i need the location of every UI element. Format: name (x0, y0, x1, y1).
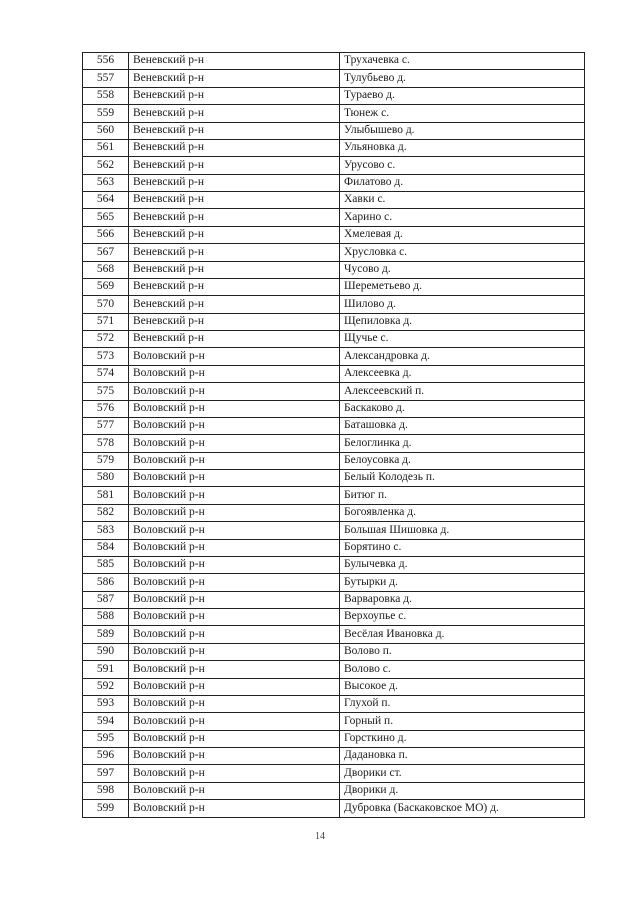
row-number: 574 (83, 365, 129, 382)
table-row (83, 331, 585, 348)
settlement-cell: Щепиловка д. (340, 313, 585, 330)
row-number: 566 (83, 226, 129, 243)
table-row (83, 209, 585, 226)
settlement-cell: Булычевка д. (340, 556, 585, 573)
settlement-cell: Дубровка (Баскаковское МО) д. (340, 800, 585, 817)
settlement-cell: Улыбышево д. (340, 122, 585, 139)
district-cell: Воловский р-н (129, 504, 340, 521)
settlement-cell: Дадановка п. (340, 748, 585, 765)
district-cell: Воловский р-н (129, 470, 340, 487)
table-row (83, 800, 585, 817)
table-row (83, 626, 585, 643)
table-row (83, 122, 585, 139)
row-number: 586 (83, 574, 129, 591)
row-number: 573 (83, 348, 129, 365)
table-row (83, 278, 585, 295)
page-number: 14 (315, 831, 325, 842)
settlement-cell: Волово п. (340, 643, 585, 660)
settlement-cell: Белый Колодезь п. (340, 470, 585, 487)
district-cell: Веневский р-н (129, 70, 340, 87)
table-row (83, 157, 585, 174)
district-cell: Воловский р-н (129, 539, 340, 556)
table-row (83, 782, 585, 799)
district-cell: Веневский р-н (129, 174, 340, 191)
row-number: 590 (83, 643, 129, 660)
table-row (83, 435, 585, 452)
district-cell: Воловский р-н (129, 522, 340, 539)
row-number: 563 (83, 174, 129, 191)
table-row (83, 53, 585, 70)
district-cell: Воловский р-н (129, 661, 340, 678)
row-number: 561 (83, 139, 129, 156)
settlement-cell: Щучье с. (340, 331, 585, 348)
district-cell: Воловский р-н (129, 591, 340, 608)
district-cell: Воловский р-н (129, 765, 340, 782)
table-row (83, 105, 585, 122)
table-row (83, 139, 585, 156)
table-row (83, 730, 585, 747)
row-number: 597 (83, 765, 129, 782)
table-row (83, 470, 585, 487)
table-row (83, 383, 585, 400)
row-number: 556 (83, 53, 129, 70)
district-cell: Воловский р-н (129, 417, 340, 434)
row-number: 577 (83, 417, 129, 434)
settlement-cell: Весёлая Ивановка д. (340, 626, 585, 643)
district-cell: Воловский р-н (129, 626, 340, 643)
district-cell: Веневский р-н (129, 278, 340, 295)
row-number: 595 (83, 730, 129, 747)
table-row (83, 591, 585, 608)
row-number: 593 (83, 695, 129, 712)
table-row (83, 244, 585, 261)
settlement-cell: Волово с. (340, 661, 585, 678)
table-row (83, 400, 585, 417)
row-number: 562 (83, 157, 129, 174)
row-number: 579 (83, 452, 129, 469)
table-row (83, 487, 585, 504)
settlement-cell: Ульяновка д. (340, 139, 585, 156)
table-row (83, 296, 585, 313)
district-cell: Воловский р-н (129, 452, 340, 469)
district-cell: Воловский р-н (129, 800, 340, 817)
table-row (83, 661, 585, 678)
settlement-cell: Урусово с. (340, 157, 585, 174)
table-row (83, 261, 585, 278)
table-row (83, 713, 585, 730)
settlement-cell: Тураево д. (340, 87, 585, 104)
row-number: 584 (83, 539, 129, 556)
settlement-cell: Белоглинка д. (340, 435, 585, 452)
district-cell: Воловский р-н (129, 556, 340, 573)
table-row (83, 452, 585, 469)
row-number: 582 (83, 504, 129, 521)
district-cell: Веневский р-н (129, 244, 340, 261)
district-cell: Воловский р-н (129, 383, 340, 400)
row-number: 572 (83, 331, 129, 348)
table-row (83, 504, 585, 521)
district-cell: Веневский р-н (129, 122, 340, 139)
table-row (83, 609, 585, 626)
table-row (83, 748, 585, 765)
row-number: 567 (83, 244, 129, 261)
settlement-cell: Хмелевая д. (340, 226, 585, 243)
settlement-cell: Варваровка д. (340, 591, 585, 608)
row-number: 585 (83, 556, 129, 573)
district-cell: Воловский р-н (129, 348, 340, 365)
row-number: 570 (83, 296, 129, 313)
settlement-cell: Дворики д. (340, 782, 585, 799)
table-row (83, 174, 585, 191)
row-number: 568 (83, 261, 129, 278)
table-row (83, 678, 585, 695)
settlement-cell: Филатово д. (340, 174, 585, 191)
row-number: 560 (83, 122, 129, 139)
settlement-cell: Александровка д. (340, 348, 585, 365)
row-number: 571 (83, 313, 129, 330)
table-row (83, 522, 585, 539)
table-row (83, 765, 585, 782)
settlement-cell: Верхоупье с. (340, 609, 585, 626)
settlement-cell: Горный п. (340, 713, 585, 730)
table-row (83, 70, 585, 87)
district-cell: Веневский р-н (129, 87, 340, 104)
settlement-cell: Белоусовка д. (340, 452, 585, 469)
table-row (83, 192, 585, 209)
district-cell: Воловский р-н (129, 609, 340, 626)
district-cell: Воловский р-н (129, 435, 340, 452)
row-number: 578 (83, 435, 129, 452)
row-number: 580 (83, 470, 129, 487)
table-row (83, 556, 585, 573)
settlement-cell: Битюг п. (340, 487, 585, 504)
table-row (83, 348, 585, 365)
row-number: 565 (83, 209, 129, 226)
district-cell: Воловский р-н (129, 487, 340, 504)
district-cell: Воловский р-н (129, 748, 340, 765)
district-cell: Веневский р-н (129, 226, 340, 243)
row-number: 591 (83, 661, 129, 678)
row-number: 558 (83, 87, 129, 104)
district-cell: Воловский р-н (129, 678, 340, 695)
settlement-cell: Харино с. (340, 209, 585, 226)
row-number: 599 (83, 800, 129, 817)
district-cell: Веневский р-н (129, 209, 340, 226)
settlement-cell: Баскаково д. (340, 400, 585, 417)
table-row (83, 574, 585, 591)
settlement-cell: Баташовка д. (340, 417, 585, 434)
settlement-cell: Борятино с. (340, 539, 585, 556)
table-row (83, 539, 585, 556)
row-number: 588 (83, 609, 129, 626)
table-row (83, 417, 585, 434)
row-number: 592 (83, 678, 129, 695)
table-body (83, 53, 585, 818)
row-number: 583 (83, 522, 129, 539)
district-cell: Воловский р-н (129, 713, 340, 730)
table-row (83, 695, 585, 712)
table-row (83, 643, 585, 660)
settlement-cell: Тулубьево д. (340, 70, 585, 87)
settlement-cell: Дворики ст. (340, 765, 585, 782)
district-cell: Веневский р-н (129, 53, 340, 70)
row-number: 557 (83, 70, 129, 87)
district-cell: Воловский р-н (129, 365, 340, 382)
table-row (83, 87, 585, 104)
row-number: 576 (83, 400, 129, 417)
district-cell: Воловский р-н (129, 730, 340, 747)
row-number: 594 (83, 713, 129, 730)
settlement-cell: Бутырки д. (340, 574, 585, 591)
district-cell: Воловский р-н (129, 643, 340, 660)
district-cell: Веневский р-н (129, 105, 340, 122)
settlement-cell: Алексеевский п. (340, 383, 585, 400)
settlement-cell: Шилово д. (340, 296, 585, 313)
settlement-cell: Горсткино д. (340, 730, 585, 747)
district-cell: Воловский р-н (129, 574, 340, 591)
row-number: 575 (83, 383, 129, 400)
table-row (83, 226, 585, 243)
district-cell: Воловский р-н (129, 695, 340, 712)
row-number: 589 (83, 626, 129, 643)
settlement-cell: Высокое д. (340, 678, 585, 695)
district-cell: Воловский р-н (129, 400, 340, 417)
settlement-cell: Богоявленка д. (340, 504, 585, 521)
row-number: 598 (83, 782, 129, 799)
settlement-cell: Хавки с. (340, 192, 585, 209)
row-number: 564 (83, 192, 129, 209)
row-number: 559 (83, 105, 129, 122)
row-number: 596 (83, 748, 129, 765)
district-cell: Веневский р-н (129, 331, 340, 348)
settlement-cell: Алексеевка д. (340, 365, 585, 382)
district-cell: Воловский р-н (129, 782, 340, 799)
row-number: 581 (83, 487, 129, 504)
district-cell: Веневский р-н (129, 157, 340, 174)
settlement-cell: Трухачевка с. (340, 53, 585, 70)
settlement-cell: Глухой п. (340, 695, 585, 712)
settlement-cell: Чусово д. (340, 261, 585, 278)
district-cell: Веневский р-н (129, 313, 340, 330)
district-cell: Веневский р-н (129, 192, 340, 209)
district-cell: Веневский р-н (129, 261, 340, 278)
settlement-cell: Большая Шишовка д. (340, 522, 585, 539)
table-row (83, 313, 585, 330)
row-number: 587 (83, 591, 129, 608)
settlement-cell: Тюнеж с. (340, 105, 585, 122)
district-cell: Веневский р-н (129, 139, 340, 156)
settlements-table (82, 52, 585, 818)
settlement-cell: Шереметьево д. (340, 278, 585, 295)
table-row (83, 365, 585, 382)
district-cell: Веневский р-н (129, 296, 340, 313)
row-number: 569 (83, 278, 129, 295)
settlement-cell: Хрусловка с. (340, 244, 585, 261)
